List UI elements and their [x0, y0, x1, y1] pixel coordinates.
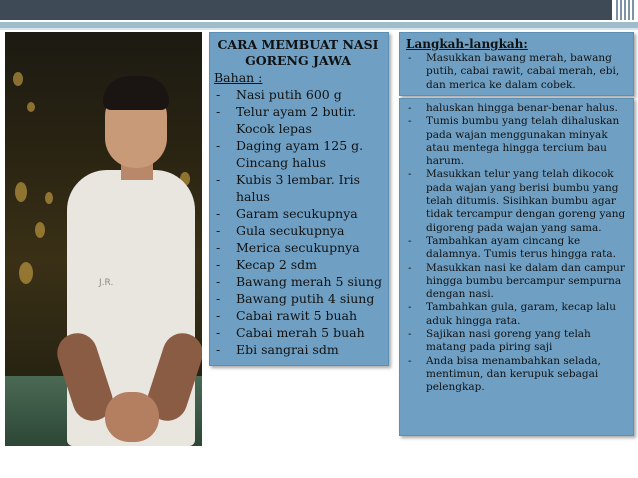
header-decoration [610, 0, 634, 20]
ingredient-item: - Merica secukupnya [214, 239, 382, 256]
ingredient-item: - Bawang merah 5 siung [214, 273, 382, 290]
steps-heading: Langkah-langkah: [406, 37, 528, 51]
ingredient-item: - Ebi sangrai sdm [214, 341, 382, 358]
steps-intro-box [399, 32, 634, 96]
ingredient-item: - Garam secukupnya [214, 205, 382, 222]
slide-header-bar [0, 0, 612, 20]
step-item: - Tambahkan gula, garam, kecap lalu aduk hingga rata. [406, 301, 627, 328]
chef-hair [103, 76, 169, 110]
step-item: - Anda bisa menambahkan selada, mentimun, dan kerupuk sebagai pelengkap. [406, 355, 627, 395]
step-item: - Tumis bumbu yang telah dihaluskan pada wajan menggunakan minyak atau mentega hingga tercium bau harum. [406, 115, 627, 168]
ingredient-item: - Daging ayam 125 g. Cincang halus [214, 137, 382, 171]
step-item: - Sajikan nasi goreng yang telah matang pada piring saji [406, 328, 627, 355]
ingredients-list [214, 86, 382, 358]
chef-photo [5, 32, 202, 446]
steps-list [406, 102, 627, 395]
ingredient-item: - Gula secukupnya [214, 222, 382, 239]
ingredient-item: - Kecap 2 sdm [214, 256, 382, 273]
step-item: - Tambahkan ayam cincang ke dalamnya. Tumis terus hingga rata. [406, 235, 627, 262]
ingredients-heading: Bahan : [214, 70, 263, 85]
jacket-initials: J.R. [99, 278, 114, 288]
ingredient-item: - Kubis 3 lembar. Iris halus [214, 171, 382, 205]
chef-hands [105, 392, 159, 442]
accent-stripe-light [0, 28, 638, 30]
ingredient-item: - Nasi putih 600 g [214, 86, 382, 103]
steps-intro-list [406, 52, 627, 92]
recipe-title: CARA MEMBUAT NASI GORENG JAWA [217, 37, 379, 68]
step-item: - Masukkan bawang merah, bawang putih, cabai rawit, cabai merah, ebi, dan merica ke dalam cobek. [406, 52, 627, 92]
step-item: - Masukkan telur yang telah dikocok pada wajan yang berisi bumbu yang telah ditumis. Sisihkan bumbu agar tidak tercampur dengan goreng yang digoreng pada wajan yang sama. [406, 168, 627, 234]
ingredient-item: - Bawang putih 4 siung [214, 290, 382, 307]
step-item: - Masukkan nasi ke dalam dan campur hingga bumbu bercampur sempurna dengan nasi. [406, 262, 627, 302]
ingredient-item: - Telur ayam 2 butir. Kocok lepas [214, 103, 382, 137]
steps-box [399, 98, 634, 436]
ingredients-box [209, 32, 389, 366]
step-item: - haluskan hingga benar-benar halus. [406, 102, 627, 115]
ingredient-item: - Cabai merah 5 buah [214, 324, 382, 341]
ingredient-item: - Cabai rawit 5 buah [214, 307, 382, 324]
